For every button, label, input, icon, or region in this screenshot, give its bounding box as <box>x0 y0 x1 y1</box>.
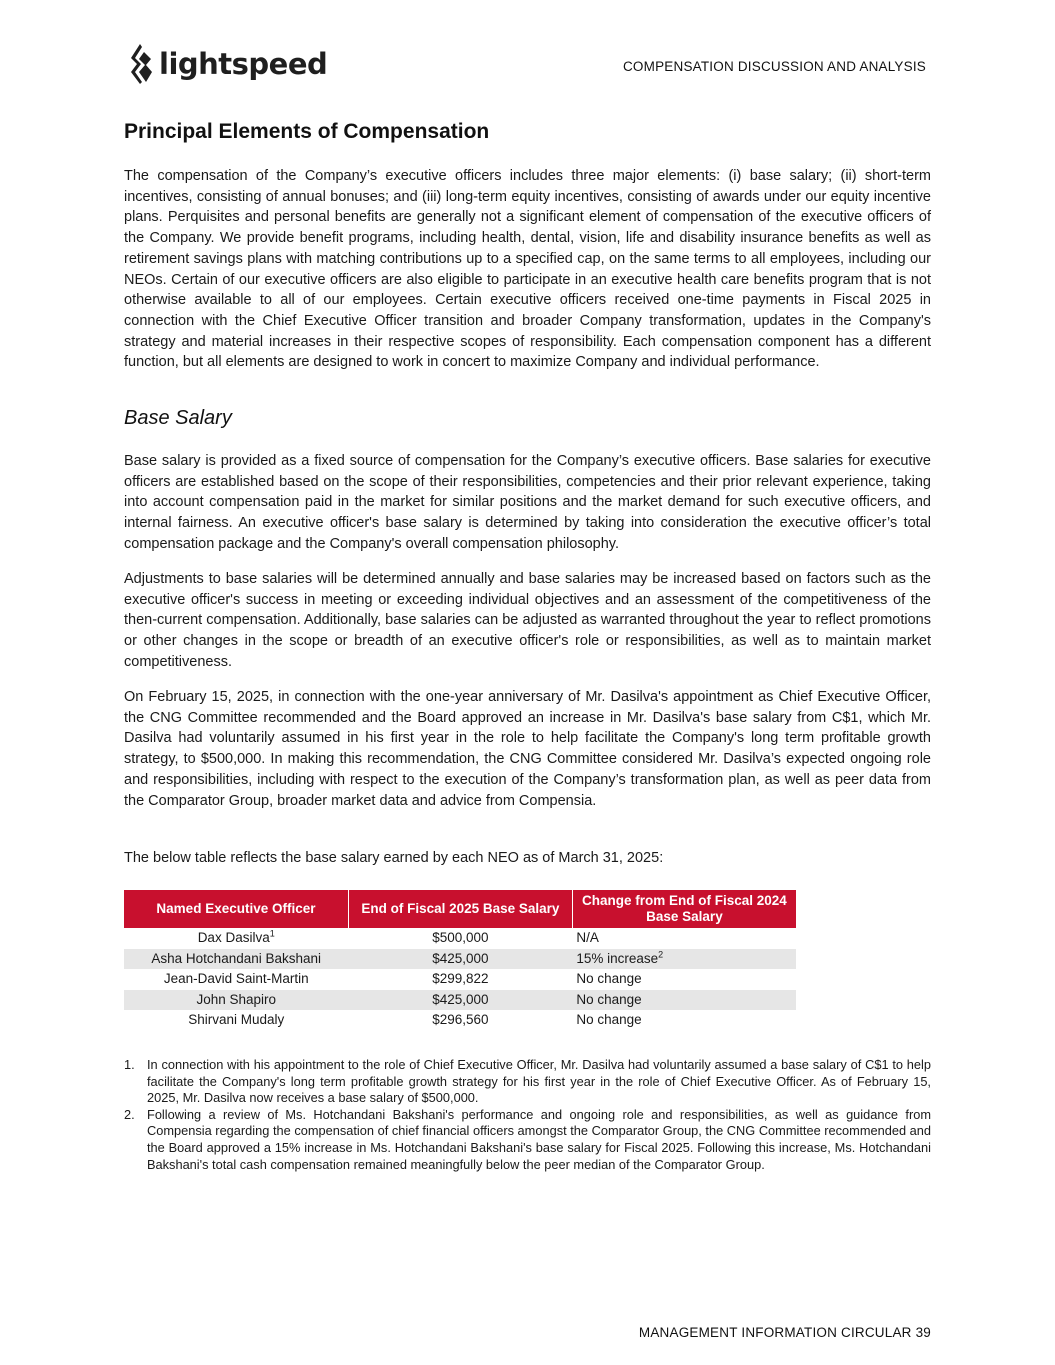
cell-change: No change <box>572 990 796 1011</box>
base-salary-table <box>124 890 796 1031</box>
footnote-number: 1. <box>124 1057 135 1072</box>
running-head: COMPENSATION DISCUSSION AND ANALYSIS <box>622 59 926 74</box>
table-row <box>124 949 796 970</box>
cell-name: Shirvani Mudaly <box>188 1012 285 1027</box>
table-row <box>124 969 796 990</box>
footnote-number: 2. <box>124 1106 135 1122</box>
base-salary-paragraph-1: Base salary is provided as a fixed source of compensation for the Company’s executive officers. Base salaries for executive officers are established based on the scope of their responsibilities, competencies and their prior relevant experience, taking into account compensation paid in the market for similar positions and the market demand for such executive officers, and internal fairness. An executive officer's base salary is determined by taking into consideration the executive officer’s total compensation package and the Company's overall compensation philosophy. <box>124 453 931 552</box>
cell-salary: $299,822 <box>432 971 489 986</box>
cell-salary: $425,000 <box>348 990 572 1011</box>
cell-change: No change <box>576 971 642 986</box>
table-header-row <box>124 890 796 928</box>
logo-text: lightspeed <box>159 47 328 81</box>
footnote-text: Following a review of Ms. Hotchandani Bakshani's performance and ongoing role and responsibilities, as well as guidance from Compensia regarding the compensation of chief financial officers amongst the Comparator Group, the CNG Committee recommended and the Board approved a 15% increase in Ms. Hotchandani Bakshani's base salary for Fiscal 2025. Following this increase, Ms. Hotchandani Bakshani's total cash compensation remained meaningfully below the peer median of the Comparator Group. <box>147 1106 931 1172</box>
flame-logo-icon <box>127 42 155 86</box>
cell-salary: $296,560 <box>432 1012 489 1027</box>
cell-name: Dax Dasilva$^1$ <box>197 928 275 945</box>
table-lead-paragraph: The below table reflects the base salary earned by each NEO as of March 31, 2025: <box>124 850 664 866</box>
cell-change: N/A <box>576 930 599 945</box>
section-title: Principal Elements of Compensation <box>124 120 490 143</box>
footnote <box>124 1107 931 1173</box>
cell-change: No change <box>576 1012 642 1027</box>
header-fiscal-2025-base-salary: End of Fiscal 2025 Base Salary <box>348 890 572 928</box>
header-named-executive-officer: Named Executive Officer <box>124 890 348 928</box>
intro-paragraph: The compensation of the Company’s executive officers includes three major elements: (i) base salary; (ii) short-term incentives, consisting of annual bonuses; and (iii) long-term equity incentives, consisting of awards under our equity incentive plans. Perquisites and personal benefits are generally not a significant element of compensation of the executive officers of the Company. We provide benefit programs, including health, dental, vision, life and disability insurance benefits as well as retirement savings plans with matching contributions up to a specified cap, on the same terms to all employees, including our NEOs. Certain of our executive officers are also eligible to participate in an executive health care benefits program that is not otherwise available to all of our employees. Certain executive officers received one-time payments in Fiscal 2025 in connection with the Chief Executive Officer transition and broader Company transformation, updates in the Company's strategy and material increases in their respective scopes of responsibility. Each compensation component has a different function, but all elements are designed to work in concert to maximize Company and individual performance. <box>124 168 931 371</box>
footnotes-list <box>124 1057 931 1173</box>
footnote-marker: 1 <box>269 928 275 939</box>
base-salary-paragraph-3: On February 15, 2025, in connection with the one-year anniversary of Mr. Dasilva's appointment as Chief Executive Officer, the CNG Committee recommended and the Board approved an increase in Mr. Dasilva's base salary from C$1, which Mr. Dasilva had voluntarily assumed in his first year in the role to help facilitate the Company's long term profitable growth strategy, to $500,000. In making this recommendation, the CNG Committee considered Mr. Dasilva’s expected ongoing role and responsibilities, including with respect to the execution of the Company’s transformation plan, as well as peer data from the Comparator Group, broader market data and advice from Compensia. <box>124 689 931 809</box>
table-row <box>124 1010 796 1031</box>
table-row <box>124 928 796 949</box>
cell-salary: $500,000 <box>432 930 489 945</box>
subsection-title: Base Salary <box>124 407 232 429</box>
footnote-text: In connection with his appointment to the role of Chief Executive Officer, Mr. Dasilva had voluntarily assumed a base salary of C$1 to help facilitate the Company's long term profitable growth strategy for his first year in the role of Chief Executive Officer. As of February 15, 2025, Mr. Dasilva now receives a base salary of $500,000. <box>147 1057 931 1106</box>
lightspeed-logo <box>127 42 327 86</box>
page-footer: MANAGEMENT INFORMATION CIRCULAR 39 <box>638 1325 931 1340</box>
cell-name: John Shapiro <box>124 990 348 1011</box>
cell-change: 15% increase$^2$ <box>572 949 796 970</box>
footnote-marker: 2 <box>658 949 664 959</box>
base-salary-paragraph-2: Adjustments to base salaries will be determined annually and base salaries may be increased based on factors such as the executive officer's success in meeting or exceeding individual objectives and an assessment of the competitiveness of the then-current compensation. Additionally, base salaries can be adjusted as warranted throughout the year to reflect promotions or other changes in the scope or breadth of an executive officer's role or responsibilities, as well as to maintain market competitiveness. <box>124 571 931 670</box>
header-change-from-fiscal-2024: Change from End of Fiscal 2024 Base Salary <box>572 890 796 928</box>
footnote <box>124 1057 931 1107</box>
cell-name: Jean-David Saint-Martin <box>163 971 309 986</box>
table-row <box>124 990 796 1011</box>
cell-name: Asha Hotchandani Bakshani <box>124 949 348 970</box>
cell-salary: $425,000 <box>348 949 572 970</box>
